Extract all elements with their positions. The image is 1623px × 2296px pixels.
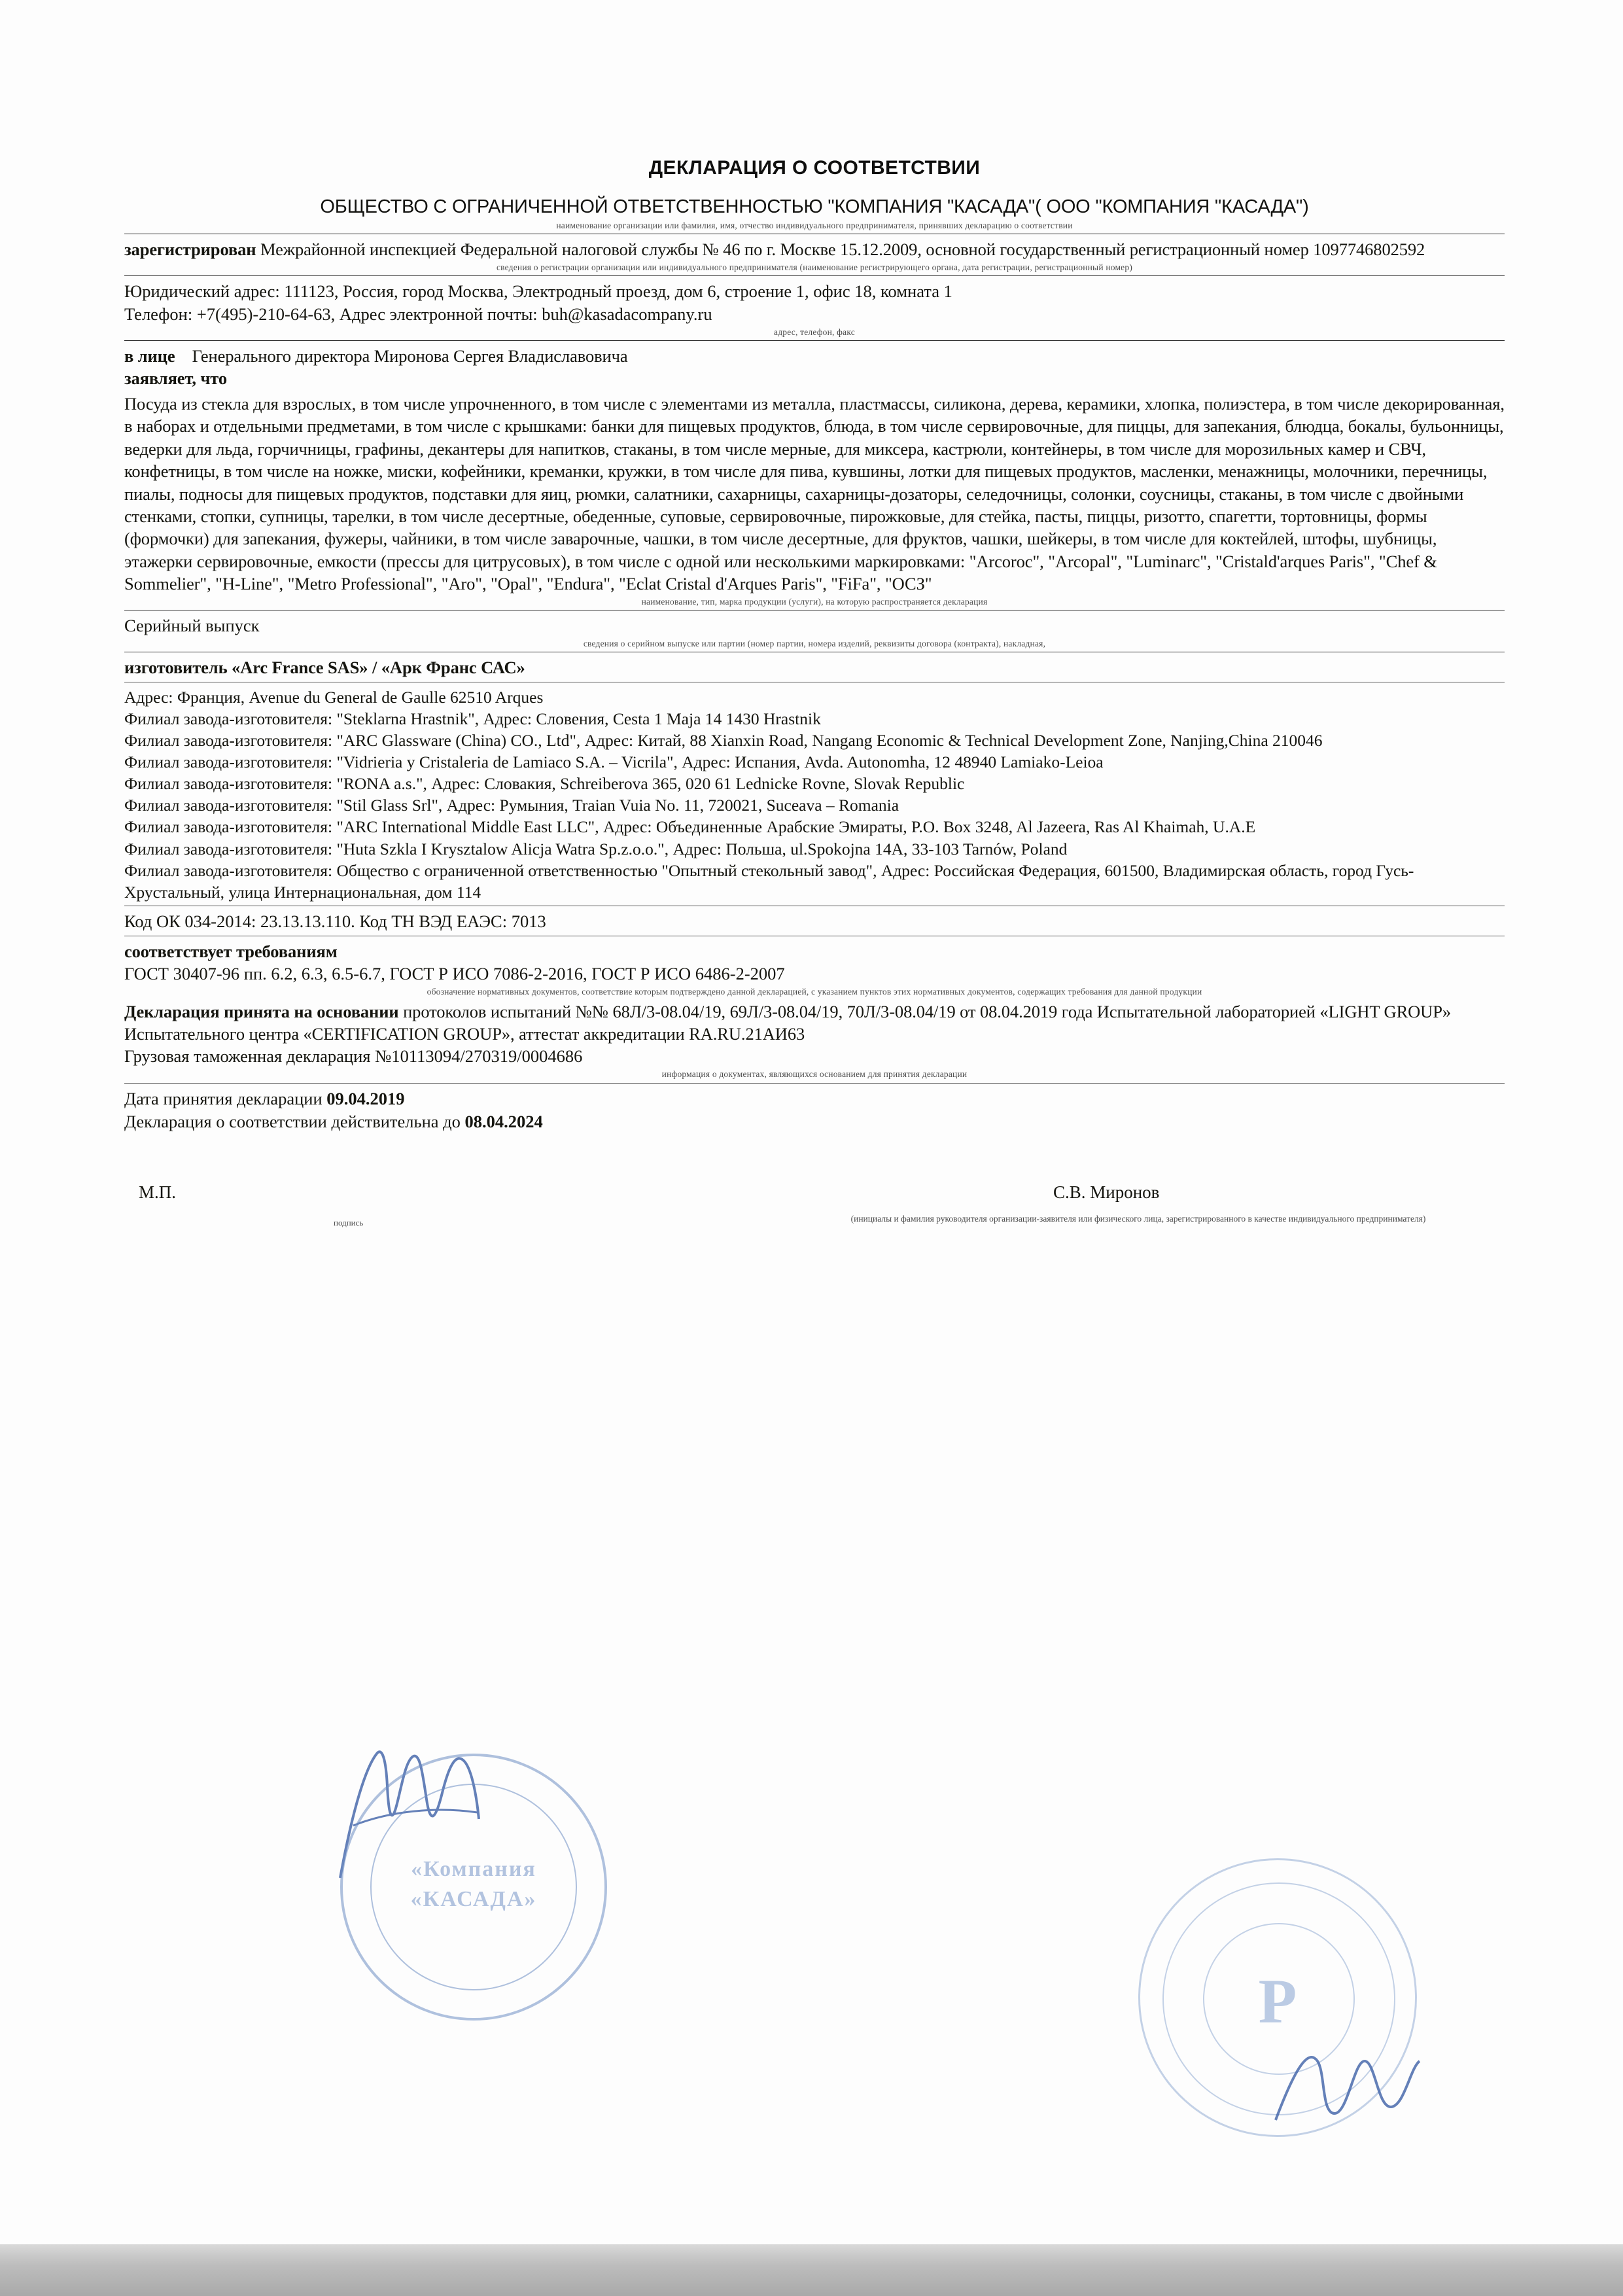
caption-registration: сведения о регистрации организации или индивидуального предпринимателя (наименование регистрирующего органа, дата регистрации, регистрационный номер) [496, 262, 1133, 272]
basis-text: протоколов испытаний №№ 68Л/3-08.04/19, 69Л/3-08.04/19, 70Л/3-08.04/19 от 08.04.2019 года Испытательной лабораторией «LIGHT GROUP» Испытательного центра «CERTIFICATION GROUP», аттестат аккредитации RA.RU.21АИ63 [124, 1001, 1452, 1044]
manufacturer-label: изготовитель [124, 658, 228, 678]
phone-email: Телефон: +7(495)-210-64-63, Адрес электронной почты: buh@kasadacompany.ru [124, 304, 712, 324]
basis-block [124, 1000, 1505, 1046]
declares-label: заявляет, что [124, 368, 228, 389]
serial-release: Серийный выпуск [124, 615, 260, 635]
caption-standards: обозначение нормативных документов, соответствие которым подтверждено данной декларацией, с указанием пунктов этих нормативных документов, содержащих требования для данной продукции [427, 987, 1202, 997]
product-codes: Код ОК 034-2014: 23.13.13.110. Код ТН ВЭД ЕАЭС: 7013 [124, 911, 546, 931]
document-content [124, 157, 1505, 1227]
representative-label: в лице [124, 345, 175, 366]
caption-product: наименование, тип, марка продукции (услуги), на которую распространяется декларация [641, 596, 988, 607]
signer-name: С.В. Миронов [1053, 1182, 1160, 1203]
manufacturer-branch-address: Филиал завода-изготовителя: "Vidrieria y Cristaleria de Lamiaco S.A. – Vicrila", Адрес: Испания, Avda. Autonomha, 12 48940 Lamiako-Leioa [124, 752, 1104, 771]
page-shadow [0, 2244, 1623, 2296]
date-accepted [124, 1087, 1505, 1110]
manufacturer-name: «Arc France SAS» / «Арк Франс САС» [232, 658, 525, 678]
caption-serial: сведения о серийном выпуске или партии (номер партии, номера изделий, реквизиты договора (контракта), накладная, [583, 638, 1046, 648]
manufacturer-branch-address: Филиал завода-изготовителя: "Stil Glass Srl", Адрес: Румыния, Traian Vuia No. 11, 720021, Suceava – Romania [124, 796, 899, 815]
representative-block [124, 345, 1505, 367]
product-description: Посуда из стекла для взрослых, в том числе упрочненного, в том числе с элементами из металла, пластмассы, силикона, дерева, керамики, хлопка, полиэстера, в том числе декорированная, в наборах и отдельными предметами, в том числе с крышками: банки для пищевых продуктов, блюда, в том числе сервировочные, для пиццы, для запекания, блюдца, бокалы, бульонницы, ведерки для льда, горчичницы, графины, декантеры для напитков, стаканы, в том числе мерные, для миксера, кастрюли, контейнеры, в том числе для морозильных камер и СВЧ, конфетницы, в том числе на ножке, миски, кофейники, креманки, кружки, в том числе для пива, кувшины, лотки для пищевых продуктов, масленки, менажницы, молочники, перечницы, пиалы, подносы для пищевых продуктов, подставки для яиц, рюмки, салатники, сахарницы, сахарницы-дозаторы, селедочницы, солонки, соусницы, стаканы, в том числе с двойными стенками, стопки, супницы, тарелки, в том числе десертные, обеденные, суповые, сервировочные, пирожковые, для стейка, пасты, пиццы, ризотто, спагетти, тортовницы, формы (формочки) для запекания, фужеры, чайники, в том числе заварочные, чашки, в том числе десертные, для фруктов, чашки, шейкеры, в том числе для коктейлей, штофы, шубницы, этажерки сервировочные, емкости (прессы для цитрусовых), в том числе с одной или несколькими маркировками: "Arcoroc", "Arcopal", "Luminarc", "Cristald'arques Paris", "Chef & Sommelier", "H-Line", "Metro Professional", "Aro", "Opal", "Endura", "Eclat Cristal d'Arques Paris", "FiFa", "ОСЗ" [124, 393, 1505, 594]
organization-name: ОБЩЕСТВО С ОГРАНИЧЕННОЙ ОТВЕТСТВЕННОСТЬЮ "КОМПАНИЯ "КАСАДА"( ООО "КОМПАНИЯ "КАСАДА") [320, 196, 1309, 217]
caption-signature: подпись [334, 1218, 364, 1228]
registration-text: Межрайонной инспекцией Федеральной налоговой службы № 46 по г. Москве 15.12.2009, основной государственный регистрационный номер 1097746802592 [260, 239, 1425, 260]
date-valid-until [124, 1110, 1505, 1133]
divider-3 [124, 340, 1505, 341]
signature-row [124, 1168, 1505, 1227]
date-accepted-value: 09.04.2019 [326, 1088, 405, 1108]
legal-address: Юридический адрес: 111123, Россия, город Москва, Электродный проезд, дом 6, строение 1, офис 18, комната 1 [124, 281, 952, 301]
divider-9 [124, 1083, 1505, 1084]
basis-label: Декларация принята на основании [124, 1001, 399, 1021]
caption-basis: информация о документах, являющихся основанием для принятия декларации [661, 1069, 968, 1080]
manufacturer-branch-address: Филиал завода-изготовителя: "RONA a.s.", Адрес: Словакия, Schreiberova 365, 020 61 Lednicke Rovne, Slovak Republic [124, 774, 965, 794]
manufacturer-branch-address: Филиал завода-изготовителя: "Huta Szkla I Krysztalow Alicja Watra Sp.z.o.o.", Адрес: Польша, ul.Spokojna 14A, 33-103 Tarnów, Poland [124, 839, 1068, 858]
divider-2 [124, 275, 1505, 276]
registration-block [124, 238, 1505, 260]
accreditation-stamp-mark: Р [1258, 1966, 1297, 2036]
stamp-text: «Компания «КАСАДА» [410, 1857, 537, 1911]
standards-list: ГОСТ 30407-96 пп. 6.2, 6.3, 6.5-6.7, ГОСТ Р ИСО 7086-2-2016, ГОСТ Р ИСО 6486-2-2007 [124, 964, 785, 984]
customs-declaration: Грузовая таможенная декларация №10113094/270319/0004686 [124, 1046, 583, 1067]
conformity-label: соответствует требованиям [124, 941, 338, 961]
date-valid-label: Декларация о соответствии действительна до [124, 1111, 465, 1131]
manufacturer-block [124, 656, 1505, 679]
date-accepted-label: Дата принятия декларации [124, 1088, 327, 1108]
caption-organization: наименование организации или фамилия, имя, отчество индивидуального предпринимателя, принявших декларацию о соответствии [556, 221, 1073, 230]
manufacturer-branch-address: Филиал завода-изготовителя: Общество с ограниченной ответственностью "Опытный стекольный завод", Адрес: Российская Федерация, 601500, Владимирская область, город Гусь-Хрустальный, улица Интернациональная, дом 114 [124, 860, 1414, 902]
caption-address: адрес, телефон, факс [774, 327, 855, 337]
stamp-place-label: М.П. [139, 1182, 177, 1203]
page-title: ДЕКЛАРАЦИЯ О СООТВЕТСТВИИ [648, 157, 981, 179]
manufacturer-branch-address: Филиал завода-изготовителя: "Steklarna Hrastnik", Адрес: Словения, Cesta 1 Maja 14 1430 Hrastnik [124, 709, 821, 728]
manufacturer-branch-address: Филиал завода-изготовителя: "ARC International Middle East LLC", Адрес: Объединенные Арабские Эмираты, P.O. Box 3248, Al Jazeera, Ras Al Khaimah, U.A.E [124, 817, 1256, 837]
date-valid-value: 08.04.2024 [464, 1111, 543, 1131]
caption-signer: (инициалы и фамилия руководителя организации-заявителя или физического лица, зарегистрированного в качестве индивидуального предпринимателя) [850, 1214, 1426, 1224]
registration-label: зарегистрирован [124, 239, 256, 260]
manufacturer-address: Адрес: Франция, Avenue du General de Gaulle 62510 Arques [124, 687, 544, 707]
manufacturer-branch-address: Филиал завода-изготовителя: "ARC Glassware (China) CO., Ltd", Адрес: Китай, 88 Xianxin Road, Nangang Economic & Technical Development Zone, Nanjing,China 210046 [124, 730, 1323, 750]
representative-name: Генерального директора Миронова Сергея Владиславовича [192, 345, 628, 366]
